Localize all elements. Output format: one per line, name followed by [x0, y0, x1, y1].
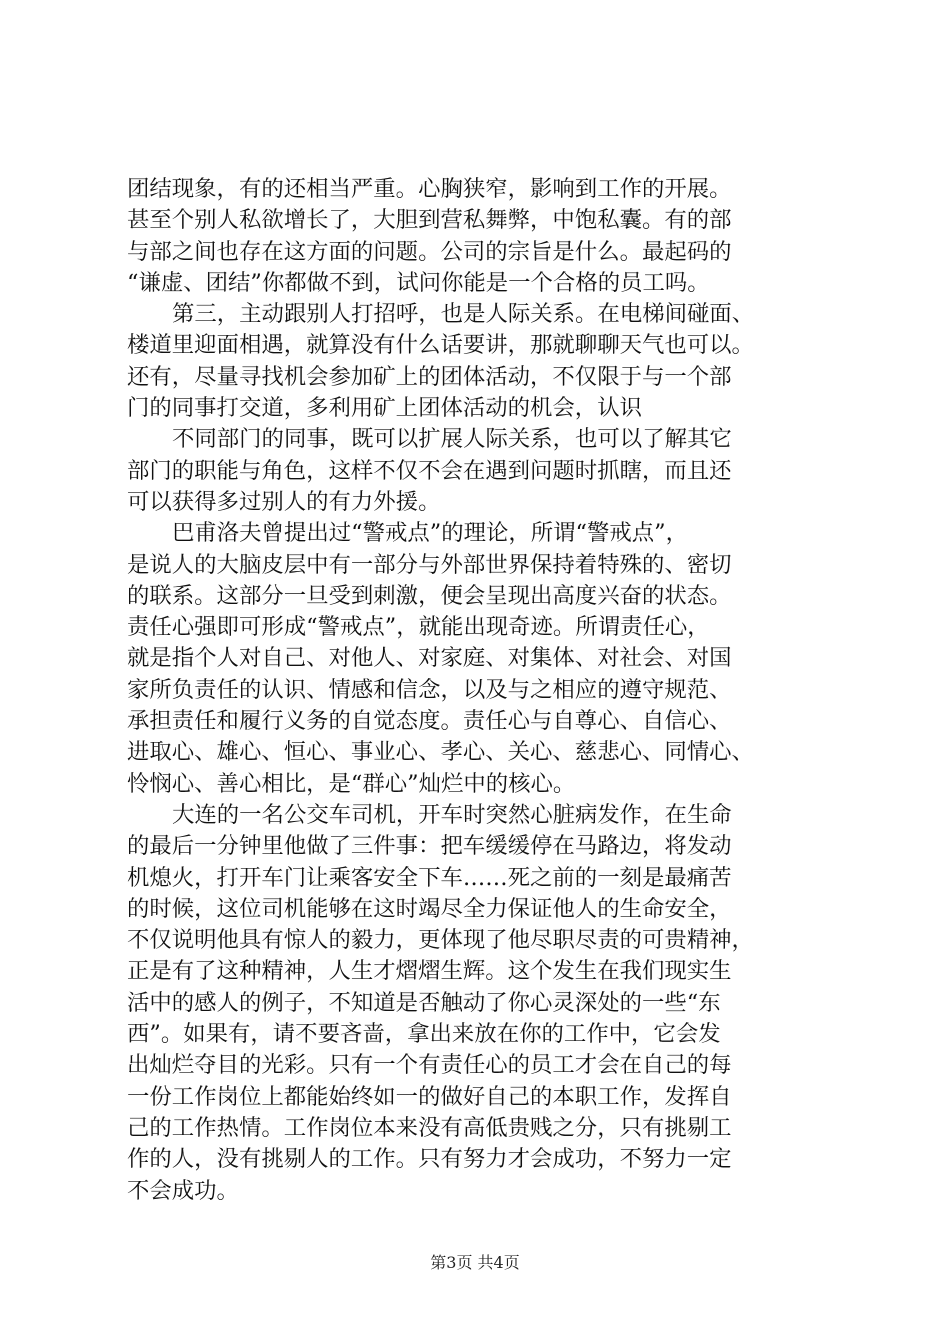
text-line: “谦虚、团结”你都做不到，试问你能是一个合格的员工吗。 [127, 269, 710, 296]
text-line: 部门的职能与角色，这样不仅不会在遇到问题时抓瞎，而且还 [127, 457, 732, 484]
text-line: 进取心、雄心、恒心、事业心、孝心、关心、慈悲心、同情心、 [127, 739, 754, 766]
text-line: 甚至个别人私欲增长了，大胆到营私舞弊，中饱私囊。有的部 [127, 207, 732, 234]
text-line: 的联系。这部分一旦受到刺激，便会呈现出高度兴奋的状态。 [127, 582, 732, 609]
paragraph-2 [127, 299, 827, 424]
text-line: 还有，尽量寻找机会参加矿上的团体活动，不仅限于与一个部 [127, 363, 732, 390]
text-line: 不会成功。 [127, 1177, 239, 1204]
paragraph-5 [127, 800, 827, 1207]
text-line: 可以获得多过别人的有力外援。 [127, 488, 441, 515]
paragraph-3 [127, 424, 827, 518]
text-line: 团结现象，有的还相当严重。心胸狭窄，影响到工作的开展。 [127, 176, 732, 202]
text-line: 出灿烂夺目的光彩。只有一个有责任心的员工才会在自己的每 [127, 1052, 732, 1079]
text-line: 巴甫洛夫曾提出过“警戒点”的理论，所谓“警戒点”， [172, 520, 688, 547]
paragraph-1 [127, 174, 827, 299]
text-line: 的最后一分钟里他做了三件事：把车缓缓停在马路边，将发动 [127, 833, 732, 860]
text-line: 正是有了这种精神，人生才熠熠生辉。这个发生在我们现实生 [127, 958, 732, 985]
text-line: 一份工作岗位上都能始终如一的做好自己的本职工作，发挥自 [127, 1083, 732, 1110]
text-line: 作的人，没有挑剔人的工作。只有努力才会成功，不努力一定 [127, 1146, 732, 1173]
text-line: 承担责任和履行义务的自觉态度。责任心与自尊心、自信心、 [127, 708, 732, 735]
text-line: 就是指个人对自己、对他人、对家庭、对集体、对社会、对国 [127, 645, 732, 672]
text-line: 活中的感人的例子，不知道是否触动了你心灵深处的一些“东 [127, 989, 721, 1016]
page-number-footer: 第3页 共4页 [430, 1253, 520, 1272]
text-line: 与部之间也存在这方面的问题。公司的宗旨是什么。最起码的 [127, 238, 732, 265]
document-body [127, 174, 827, 1207]
text-line: 不仅说明他具有惊人的毅力，更体现了他尽职尽责的可贵精神， [127, 927, 754, 954]
text-line: 怜悯心、善心相比，是“群心”灿烂中的核心。 [127, 770, 576, 797]
text-line: 机熄火，打开车门让乘客安全下车……死之前的一刻是最痛苦 [127, 864, 732, 891]
text-line: 的时候，这位司机能够在这时竭尽全力保证他人的生命安全， [127, 895, 732, 922]
text-line: 不同部门的同事，既可以扩展人际关系，也可以了解其它 [172, 426, 732, 453]
text-line: 大连的一名公交车司机，开车时突然心脏病发作，在生命 [172, 801, 732, 828]
text-line: 己的工作热情。工作岗位本来没有高低贵贱之分，只有挑剔工 [127, 1114, 732, 1141]
text-line: 是说人的大脑皮层中有一部分与外部世界保持着特殊的、密切 [127, 551, 732, 578]
text-line: 西”。如果有，请不要吝啬，拿出来放在你的工作中，它会发 [127, 1021, 721, 1048]
text-line: 楼道里迎面相遇，就算没有什么话要讲，那就聊聊天气也可以。 [127, 332, 754, 359]
text-line: 家所负责任的认识、情感和信念，以及与之相应的遵守规范、 [127, 676, 732, 703]
text-line: 责任心强即可形成“警戒点”，就能出现奇迹。所谓责任心， [127, 614, 710, 641]
text-line: 门的同事打交道，多利用矿上团体活动的机会，认识 [127, 395, 642, 422]
paragraph-4 [127, 518, 827, 800]
text-line: 第三，主动跟别人打招呼，也是人际关系。在电梯间碰面、 [172, 301, 755, 328]
